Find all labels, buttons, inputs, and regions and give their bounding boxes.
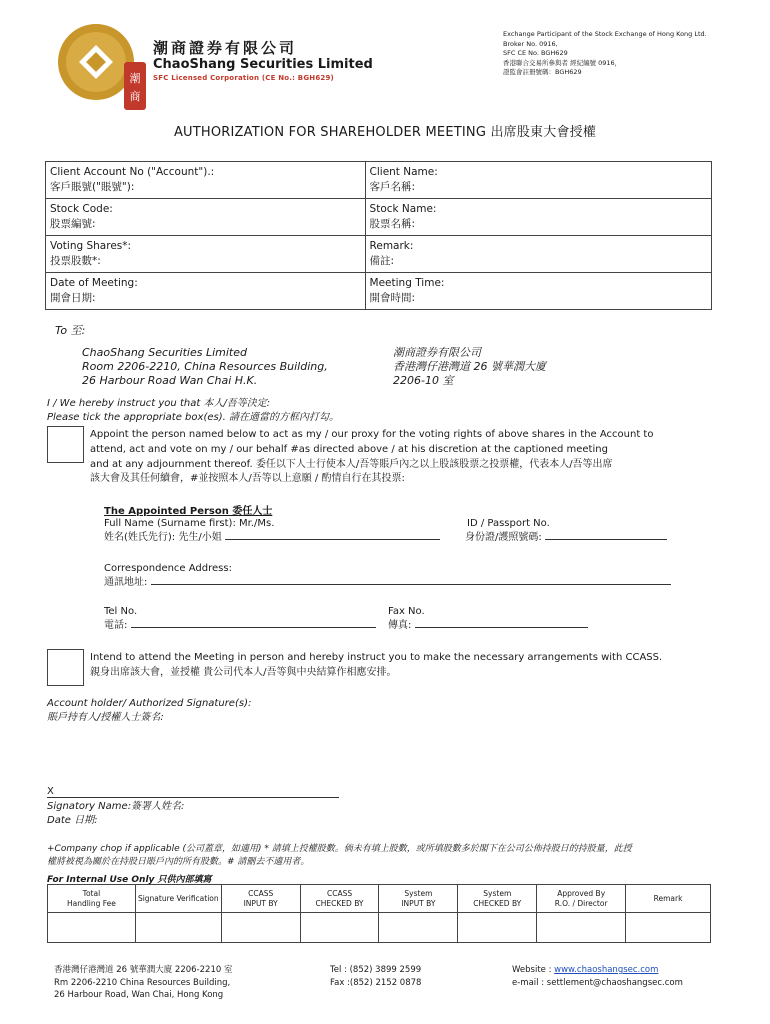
footer-address: 香港灣仔港灣道 26 號華潤大廈 2206-2210 室 Rm 2206-2210 China Resources Building, 26 Harbour Road, Wan Chai, Hong Kong xyxy=(54,965,233,1000)
recipient-address-cn: 潮商證券有限公司 香港灣仔港灣道 26 號華潤大廈 2206-10 室 xyxy=(393,346,546,387)
cell-remark[interactable] xyxy=(626,913,711,943)
internal-use-title: For Internal Use Only 只供內部填寫 xyxy=(47,875,212,885)
table-row xyxy=(48,885,711,913)
cell-system-input[interactable] xyxy=(379,913,458,943)
footnote: +Company chop if applicable (公司蓋章，如適用) * 請填上投權股數。倘未有填上股數，或所填股數多於閣下在公司公佈持股日的持股量，此授 權將被視為關於在持股日賬戶內的所有股數。# 請刪去不適用者。 xyxy=(47,844,632,867)
email-address[interactable]: settlement@chaoshangsec.com xyxy=(546,977,683,988)
stock-name-field[interactable]: Stock Name: 股票名稱: xyxy=(365,199,711,236)
correspondence-address-input[interactable] xyxy=(151,576,671,585)
fullname-input[interactable] xyxy=(225,531,440,540)
id-label: ID / Passport No. xyxy=(467,518,550,529)
cell-signature-verification[interactable] xyxy=(135,913,221,943)
website-link[interactable]: www.chaoshangsec.com xyxy=(554,965,659,975)
appoint-proxy-text: Appoint the person named below to act as my / our proxy for the voting rights of above shares in the Account to attend, act and vote on my / our behalf #as directed above / at his discretion at the captioned meeting and at any adjournment thereof. 委任以下人士行使本人/吾等賬戶內之以上股該股票之投票權，代表本人/吾等出席 該大會及其任何續會，#並按照本人/吾等以上意願 / 酌情自行在其投票: xyxy=(90,429,654,485)
header-total-handling-fee: Total Handling Fee xyxy=(48,885,136,913)
cell-ccass-input[interactable] xyxy=(221,913,300,943)
attend-in-person-text: Intend to attend the Meeting in person and hereby instruct you to make the necessary arrangements with CCASS. 親身出席該大會，並授權 貴公司代本人/吾等與中央結算作相應安排。 xyxy=(90,652,663,678)
correspondence-address-label: Correspondence Address: 通訊地址: xyxy=(104,562,671,590)
client-account-field[interactable]: Client Account No ("Account").: 客戶賬號("賬號"): xyxy=(46,162,366,199)
footer-phone: Tel : (852) 3899 2599 Fax :(852) 2152 0878 xyxy=(330,965,422,988)
id-input[interactable] xyxy=(545,531,667,540)
meeting-date-field[interactable]: Date of Meeting: 開會日期: xyxy=(46,273,366,310)
table-row xyxy=(46,273,712,310)
header-approved-by: Approved By R.O. / Director xyxy=(537,885,626,913)
tel-label: Tel No. 電話: xyxy=(104,605,376,633)
signatory-details: Signatory Name:簽署人姓名: Date 日期: xyxy=(47,801,185,826)
internal-use-table xyxy=(47,884,711,943)
cell-total-handling-fee[interactable] xyxy=(48,913,136,943)
svg-text:商: 商 xyxy=(129,90,141,103)
tel-input[interactable] xyxy=(131,619,376,628)
cell-ccass-checked[interactable] xyxy=(300,913,379,943)
svg-text:潮: 潮 xyxy=(129,72,141,85)
cell-approved-by[interactable] xyxy=(537,913,626,943)
cell-system-checked[interactable] xyxy=(458,913,537,943)
header-ccass-checked: CCASS CHECKED BY xyxy=(300,885,379,913)
table-row xyxy=(48,913,711,943)
fullname-label: Full Name (Surname first): Mr./Ms. 姓名(姓氏先行): 先生/小姐 xyxy=(104,517,440,545)
header-ccass-input: CCASS INPUT BY xyxy=(221,885,300,913)
header-remark: Remark xyxy=(626,885,711,913)
to-label: To 至: xyxy=(55,324,86,337)
company-logo xyxy=(54,20,149,115)
company-name-cn: 潮商證券有限公司 xyxy=(153,39,298,57)
instruction-text: I / We hereby instruct you that 本人/吾等決定: Please tick the appropriate box(es). 請在適當的方框內打勾。 xyxy=(47,398,339,423)
company-name-en: ChaoShang Securities Limited xyxy=(153,57,373,72)
table-row xyxy=(46,162,712,199)
recipient-address-en: ChaoShang Securities Limited Room 2206-2210, China Resources Building, 26 Harbour Road Wan Chai H.K. xyxy=(82,346,328,387)
client-info-table xyxy=(45,161,712,310)
remark-field[interactable]: Remark: 備註: xyxy=(365,236,711,273)
signature-x-mark: X xyxy=(47,786,54,797)
exchange-participant-info: Exchange Participant of the Stock Exchange of Hong Kong Ltd. Broker No. 0916, SFC CE No. BGH629 香港聯合交易所參與者 經紀編號 0916， 證監會註冊號碼：BGH629 xyxy=(503,30,707,77)
appointed-person-heading: The Appointed Person 委任人士 xyxy=(104,506,273,517)
footer-contact: Website : www.chaoshangsec.com e-mail : settlement@chaoshangsec.com xyxy=(512,965,683,988)
table-row xyxy=(46,199,712,236)
header-system-checked: System CHECKED BY xyxy=(458,885,537,913)
stock-code-field[interactable]: Stock Code: 股票編號: xyxy=(46,199,366,236)
sfc-licence-line: SFC Licensed Corporation (CE No.: BGH629) xyxy=(153,74,334,82)
client-name-field[interactable]: Client Name: 客戶名稱: xyxy=(365,162,711,199)
fax-input[interactable] xyxy=(415,619,588,628)
fax-label: Fax No. 傳真: xyxy=(388,605,588,633)
id-row: 身份證/護照號碼: xyxy=(465,531,667,545)
table-row xyxy=(46,236,712,273)
form-title: AUTHORIZATION FOR SHAREHOLDER MEETING 出席股東大會授權 xyxy=(173,125,597,140)
header-system-input: System INPUT BY xyxy=(379,885,458,913)
signature-label: Account holder/ Authorized Signature(s): 賬戶持有人/授權人士簽名: xyxy=(47,698,252,723)
voting-shares-field[interactable]: Voting Shares*: 投票股數*: xyxy=(46,236,366,273)
header-signature-verification: Signature Verification xyxy=(135,885,221,913)
attend-in-person-checkbox[interactable] xyxy=(47,649,84,686)
signature-line[interactable] xyxy=(47,797,339,798)
meeting-time-field[interactable]: Meeting Time: 開會時間: xyxy=(365,273,711,310)
appoint-proxy-checkbox[interactable] xyxy=(47,426,84,463)
